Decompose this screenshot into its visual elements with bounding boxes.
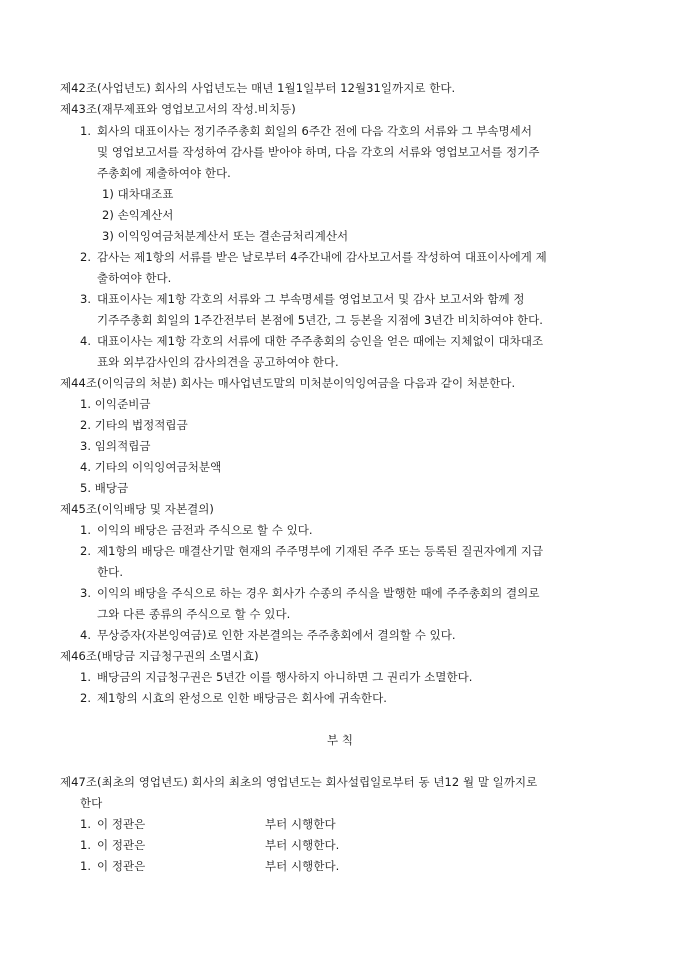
article-46-item-1-line-1: 배당금의 지급청구권은 5년간 이를 행사하지 아니하면 그 권리가 소멸한다.: [97, 670, 473, 684]
article-44-item-2: 2. 기타의 법정적립금: [80, 418, 188, 432]
enforcement-1-suffix: 부터 시행한다: [265, 817, 336, 831]
article-44-item-3: 3. 임의적립금: [80, 439, 151, 453]
article-45-item-2-line-2: 한다.: [97, 565, 124, 579]
enforcement-1-number: 1.: [80, 817, 92, 831]
article-43-item-4-line-1: 대표이사는 제1항 각호의 서류에 대한 주주총회의 승인을 얻은 때에는 지체없이 대차대조: [97, 334, 544, 348]
article-45-item-3-line-2: 그와 다른 종류의 주식으로 할 수 있다.: [97, 607, 291, 621]
article-45-item-2-line-1: 제1항의 배당은 매결산기말 현재의 주주명부에 기재된 주주 또는 등록된 질권자에게 지급: [97, 544, 544, 558]
article-43-title: 제43조(재무제표와 영업보고서의 작성.비치등): [60, 102, 296, 116]
article-43-item-1-line-2: 및 영업보고서를 작성하여 감사를 받아야 하며, 다음 각호의 서류와 영업보고서를 정기주: [97, 145, 540, 159]
article-42: [60, 83, 455, 95]
article-47-line-2: 한다: [80, 796, 103, 810]
article-43-item-1-line-3: 주총회에 제출하여야 한다.: [97, 166, 231, 180]
article-44: 제44조(이익금의 처분) 회사는 매사업년도말의 미처분이익잉여금을 다음과 같이 처분한다.: [60, 376, 516, 390]
article-43-sub-3: 3) 이익잉여금처분계산서 또는 결손금처리계산서: [102, 229, 349, 243]
article-43-sub-2: 2) 손익계산서: [102, 208, 174, 222]
enforcement-2-number: 1.: [80, 838, 92, 852]
article-43-item-4-line-2: 표와 외부감사인의 감사의견을 공고하여야 한다.: [97, 355, 339, 369]
enforcement-3-suffix: 부터 시행한다.: [265, 859, 340, 873]
article-45-item-1-line-1: 이익의 배당은 금전과 주식으로 할 수 있다.: [97, 523, 313, 537]
enforcement-2-suffix: 부터 시행한다.: [265, 838, 340, 852]
article-42-text: 제42조(사업년도) 회사의 사업년도는 매년 1월1일부터 12월31일까지로 한다.: [60, 81, 456, 95]
article-46-item-2-line-1: 제1항의 시효의 완성으로 인한 배당금은 회사에 귀속한다.: [97, 691, 387, 705]
article-45-item-3-line-1: 이익의 배당을 주식으로 하는 경우 회사가 수종의 주식을 발행한 때에 주주총회의 결의로: [97, 586, 540, 600]
enforcement-1-text: 이 정관은: [97, 817, 146, 831]
article-44-item-1: 1. 이익준비금: [80, 397, 151, 411]
enforcement-2-text: 이 정관은: [97, 838, 146, 852]
article-45-item-4-line-1: 무상증자(자본잉여금)로 인한 자본결의는 주주총회에서 결의할 수 있다.: [97, 628, 456, 642]
article-45-item-3-number: 3.: [80, 586, 92, 600]
article-45-item-4-number: 4.: [80, 628, 92, 642]
article-43-item-1-line-1: 회사의 대표이사는 정기주주총회 회일의 6주간 전에 다음 각호의 서류와 그 부속명세서: [97, 124, 532, 138]
enforcement-3-text: 이 정관은: [97, 859, 146, 873]
article-46-item-1-number: 1.: [80, 670, 92, 684]
article-46-title: 제46조(배당금 지급청구권의 소멸시효): [60, 649, 259, 663]
article-43-item-3-line-2: 기주주총회 회일의 1주간전부터 본점에 5년간, 그 등본을 지점에 3년간 비치하여야 한다.: [97, 313, 543, 327]
article-45-item-1-number: 1.: [80, 523, 92, 537]
article-43-item-3-line-1: 대표이사는 제1항 각호의 서류와 그 부속명세를 영업보고서 및 감사 보고서와 함께 정: [97, 292, 525, 306]
article-45-title: 제45조(이익배당 및 자본결의): [60, 502, 214, 516]
enforcement-3-number: 1.: [80, 859, 92, 873]
article-43-sub-1: 1) 대차대조표: [102, 187, 174, 201]
article-46-item-2-number: 2.: [80, 691, 92, 705]
article-43-item-3-number: 3.: [80, 292, 92, 306]
article-43-item-2-number: 2.: [80, 250, 92, 264]
article-43-item-2-line-2: 출하여야 한다.: [97, 271, 172, 285]
article-43-item-2-line-1: 감사는 제1항의 서류를 받은 날로부터 4주간내에 감사보고서를 작성하여 대표이사에게 제: [97, 250, 547, 264]
article-44-item-5: 5. 배당금: [80, 481, 129, 495]
article-44-item-4: 4. 기타의 이익잉여금처분액: [80, 460, 222, 474]
addendum-heading: 부 칙: [326, 733, 354, 747]
article-43-item-4-number: 4.: [80, 334, 92, 348]
article-47-line-1: 제47조(최초의 영업년도) 회사의 최초의 영업년도는 회사설립일로부터 동 년12 월 말 일까지로: [60, 775, 538, 789]
article-45-item-2-number: 2.: [80, 544, 92, 558]
article-43-item-1-number: 1.: [80, 124, 92, 138]
